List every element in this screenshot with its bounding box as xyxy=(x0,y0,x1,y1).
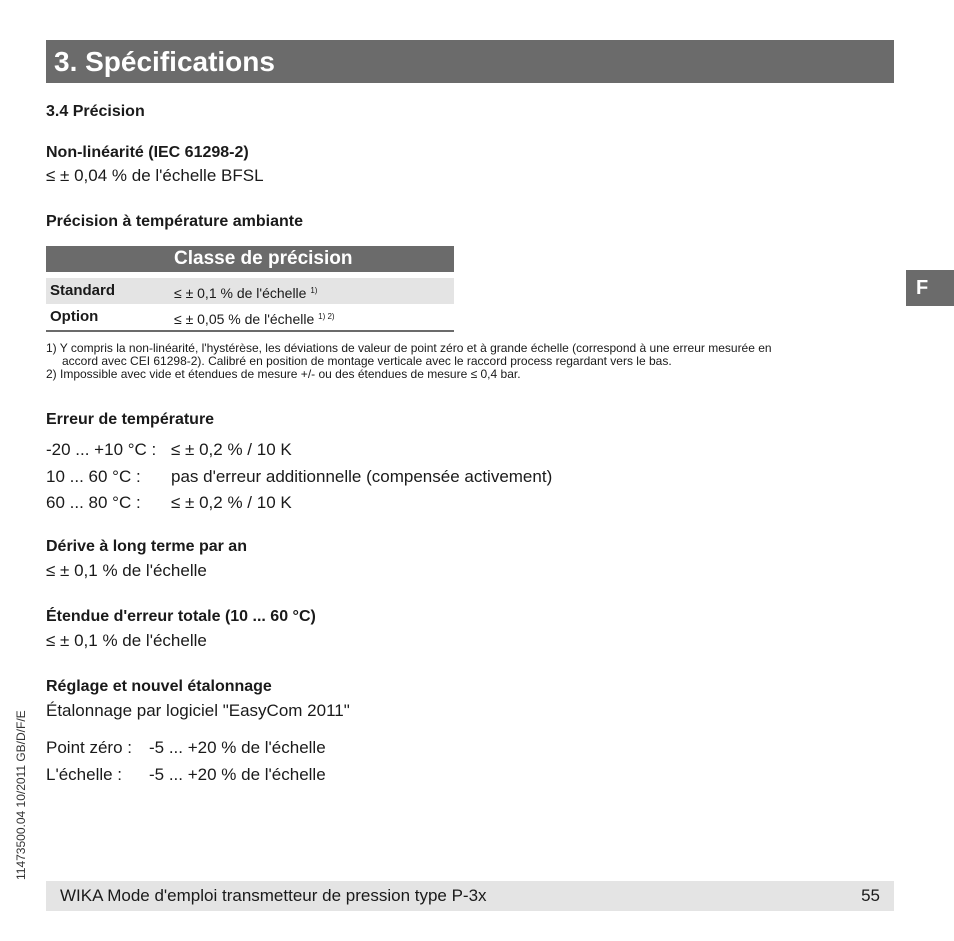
page-number: 55 xyxy=(861,886,880,905)
drift-value: ≤ ± 0,1 % de l'échelle xyxy=(46,561,207,580)
temperature-error-title: Erreur de température xyxy=(46,411,215,428)
accuracy-table-header: Classe de précision xyxy=(46,246,454,272)
nonlinearity-title: Non-linéarité (IEC 61298-2) xyxy=(46,144,249,161)
row-label: Option xyxy=(50,308,99,325)
table-row xyxy=(46,278,454,304)
ambient-accuracy-title: Précision à température ambiante xyxy=(46,213,303,230)
nonlinearity-value: ≤ ± 0,04 % de l'échelle BFSL xyxy=(46,166,264,185)
section-title: 3.4 Précision xyxy=(46,103,145,120)
total-error-value: ≤ ± 0,1 % de l'échelle xyxy=(46,631,207,650)
temp-value: ≤ ± 0,2 % / 10 K xyxy=(171,440,292,459)
calibration-title: Réglage et nouvel étalonnage xyxy=(46,678,272,695)
calibration-value: Étalonnage par logiciel "EasyCom 2011" xyxy=(46,701,350,720)
calibration-range: -5 ... +20 % de l'échelle xyxy=(149,765,326,784)
calibration-label: Point zéro : xyxy=(46,738,132,757)
page-footer xyxy=(46,881,894,911)
calibration-label: L'échelle : xyxy=(46,765,123,784)
footnote-2: 2) Impossible avec vide et étendues de mesure +/- ou des étendues de mesure ≤ 0,4 bar. xyxy=(46,367,521,381)
calibration-range: -5 ... +20 % de l'échelle xyxy=(149,738,326,757)
temp-range: -20 ... +10 °C : xyxy=(46,440,157,459)
language-tab: F xyxy=(906,270,954,306)
temp-range: 10 ... 60 °C : xyxy=(46,467,141,486)
temp-value: ≤ ± 0,2 % / 10 K xyxy=(171,493,292,512)
table-row xyxy=(46,304,454,330)
footnote-1-cont: accord avec CEI 61298-2). Calibré en position de montage verticale avec le raccord process regardant vers le bas. xyxy=(62,354,672,368)
temp-value: pas d'erreur additionnelle (compensée activement) xyxy=(171,467,553,486)
total-error-title: Étendue d'erreur totale (10 ... 60 °C) xyxy=(46,608,316,625)
drift-title: Dérive à long terme par an xyxy=(46,538,247,555)
row-value: ≤ ± 0,1 % de l'échelle $^{1)}$ xyxy=(174,285,318,301)
accuracy-table xyxy=(46,246,454,332)
row-value: ≤ ± 0,05 % de l'échelle $^{1) 2)}$ xyxy=(174,311,335,327)
document-code: 11473500.04 10/2011 GB/D/F/E xyxy=(14,710,28,880)
temp-range: 60 ... 80 °C : xyxy=(46,493,141,512)
footnote-1: 1) Y compris la non-linéarité, l'hystérèse, les déviations de valeur de point zéro et à grande échelle (correspond à une erreur mesurée en xyxy=(46,341,772,355)
row-label: Standard xyxy=(50,282,116,299)
page-title: 3. Spécifications xyxy=(46,40,894,83)
footer-text: WIKA Mode d'emploi transmetteur de pression type P-3x xyxy=(60,886,487,905)
